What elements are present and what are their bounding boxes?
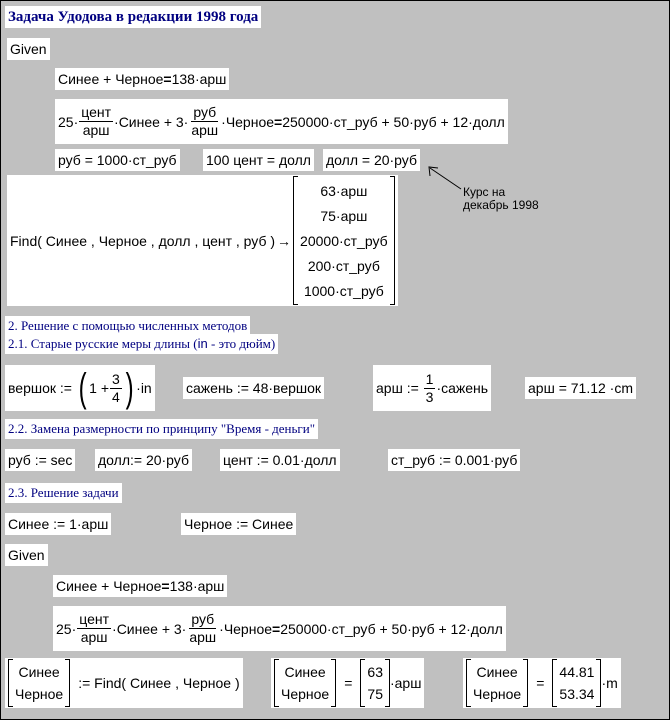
- section-heading-2-3[interactable]: 2.3. Решение задачи: [5, 483, 122, 503]
- result-vector-arsh: [360, 659, 390, 707]
- matrix-cell: 75: [367, 686, 383, 702]
- frac-den: арш: [191, 122, 219, 138]
- eq-bold-equals: =: [274, 113, 283, 130]
- frac-den: арш: [82, 122, 110, 138]
- frac-num: руб: [193, 104, 217, 120]
- frac-den: 4: [112, 388, 120, 405]
- eval-in-arsh[interactable]: [271, 658, 424, 708]
- note-line: Курс на: [463, 185, 506, 199]
- section-heading-2-1[interactable]: [5, 334, 278, 354]
- eq-lhs: Синее + Черное: [56, 578, 162, 594]
- def-lhs: арш :=: [376, 380, 419, 396]
- find-expression[interactable]: [7, 175, 398, 306]
- frac-den: 3: [425, 388, 434, 405]
- eq-bold-equals: =: [272, 620, 281, 637]
- given-keyword[interactable]: Given: [7, 38, 50, 60]
- eval-arsh[interactable]: арш = 71.12 ·cm: [525, 377, 636, 399]
- matrix-cell: 20000·ст_руб: [300, 232, 388, 249]
- eq-rhs: 138·арш: [171, 71, 227, 87]
- fraction-three-quarters: [110, 371, 122, 406]
- section-heading-2[interactable]: 2. Решение с помощью численных методов: [5, 316, 250, 335]
- def-arsh[interactable]: [373, 365, 491, 411]
- def-cent[interactable]: цент := 0.01·долл: [220, 449, 340, 471]
- fraction-rub-arsh: [187, 611, 218, 646]
- fraction-cent-arsh: [79, 104, 113, 139]
- unit-arsh: ·арш: [389, 675, 422, 691]
- eq-bold-equals: =: [161, 578, 170, 594]
- frac-num: руб: [191, 611, 215, 627]
- note-line: декабрь 1998: [463, 198, 539, 212]
- find-call: Find( Синее , Черное , долл , цент , руб ): [10, 232, 276, 249]
- coef: 25·: [58, 113, 79, 130]
- matrix-cell: 53.34: [559, 686, 595, 702]
- vars-vector: [8, 659, 70, 707]
- equation-cost[interactable]: [55, 99, 508, 144]
- equation-sum[interactable]: [55, 68, 229, 90]
- coef: 25·: [56, 620, 77, 637]
- solve-assignment[interactable]: [5, 658, 243, 708]
- matrix-cell: Черное: [281, 686, 330, 702]
- matrix-cell: Черное: [473, 686, 522, 702]
- def-rub[interactable]: руб := sec: [5, 449, 75, 471]
- matrix-cell: 44.81: [559, 664, 595, 680]
- frac-den: арш: [80, 629, 108, 645]
- heading-unit: in: [197, 336, 208, 351]
- term: ·Синее + 3·: [114, 113, 189, 130]
- result-vector-meters: [552, 659, 601, 707]
- eq-bold-equals: =: [163, 71, 172, 87]
- frac-den: арш: [189, 629, 217, 645]
- fraction-one-third: [424, 371, 436, 406]
- matrix-cell: 63: [367, 664, 383, 680]
- frac-num: 1: [425, 370, 434, 387]
- paren-close: ): [125, 366, 134, 410]
- def-rhs: ·сажень: [436, 380, 489, 396]
- find-assign: := Find( Синее , Черное ): [78, 675, 240, 691]
- fraction-rub-arsh: [189, 104, 220, 139]
- term: 1 +: [89, 380, 110, 396]
- equals-sign: =: [344, 675, 353, 691]
- term: ·Черное: [219, 620, 273, 637]
- eq-lhs: Синее + Черное: [58, 71, 164, 87]
- unit-meter: ·m: [601, 675, 618, 691]
- def-vershok[interactable]: [5, 365, 155, 411]
- fraction-cent-arsh: [77, 611, 111, 646]
- annotation-note: [463, 186, 539, 212]
- heading-text: - это дюйм): [207, 336, 276, 351]
- section-heading-2-2[interactable]: 2.2. Замена размерности по принципу "Время - деньги": [5, 419, 318, 439]
- term: ·Черное: [221, 113, 275, 130]
- matrix-cell: Черное: [15, 686, 64, 702]
- symbolic-arrow: →: [277, 232, 292, 249]
- frac-num: цент: [79, 611, 110, 627]
- paren-open: (: [78, 366, 87, 410]
- constraint-doll[interactable]: долл = 20·руб: [323, 149, 420, 171]
- eq-rhs: 250000·ст_руб + 50·руб + 12·долл: [282, 113, 505, 130]
- equation-cost-2[interactable]: [53, 606, 506, 651]
- unit: ·in: [136, 380, 152, 396]
- matrix-cell: Синее: [284, 664, 326, 680]
- def-lhs: вершок :=: [8, 380, 72, 396]
- vars-vector: [274, 659, 336, 707]
- constraint-rub[interactable]: руб = 1000·ст_руб: [55, 149, 180, 171]
- matrix-cell: 1000·ст_руб: [303, 282, 384, 299]
- vars-vector: [466, 659, 528, 707]
- annotation-arrow: [426, 164, 466, 194]
- matrix-cell: Синее: [18, 664, 60, 680]
- def-doll[interactable]: долл:= 20·руб: [95, 449, 192, 471]
- def-st-rub[interactable]: ст_руб := 0.001·руб: [388, 449, 520, 471]
- find-result-matrix: [293, 176, 395, 305]
- matrix-cell: Синее: [476, 664, 518, 680]
- constraint-cent[interactable]: 100 цент = долл: [203, 149, 314, 171]
- eq-rhs: 138·арш: [169, 578, 225, 594]
- eval-in-meters[interactable]: [463, 658, 621, 708]
- matrix-cell: 63·арш: [320, 182, 368, 199]
- eq-rhs: 250000·ст_руб + 50·руб + 12·долл: [280, 620, 503, 637]
- equation-sum-2[interactable]: [53, 575, 227, 597]
- frac-num: цент: [81, 104, 112, 120]
- given-keyword-2[interactable]: Given: [5, 544, 48, 566]
- heading-text: 2.1. Старые русские меры длины (: [8, 336, 198, 351]
- init-sinee[interactable]: Синее := 1·арш: [5, 513, 111, 535]
- def-sazhen[interactable]: сажень := 48·вершок: [183, 377, 324, 399]
- init-chernoe[interactable]: Черное := Синее: [181, 513, 296, 535]
- matrix-cell: 75·арш: [320, 207, 368, 224]
- term: ·Синее + 3·: [112, 620, 187, 637]
- worksheet-title[interactable]: Задача Удодова в редакции 1998 года: [5, 6, 261, 28]
- equals-sign: =: [536, 675, 545, 691]
- frac-num: 3: [112, 370, 120, 387]
- matrix-cell: 200·ст_руб: [307, 257, 380, 274]
